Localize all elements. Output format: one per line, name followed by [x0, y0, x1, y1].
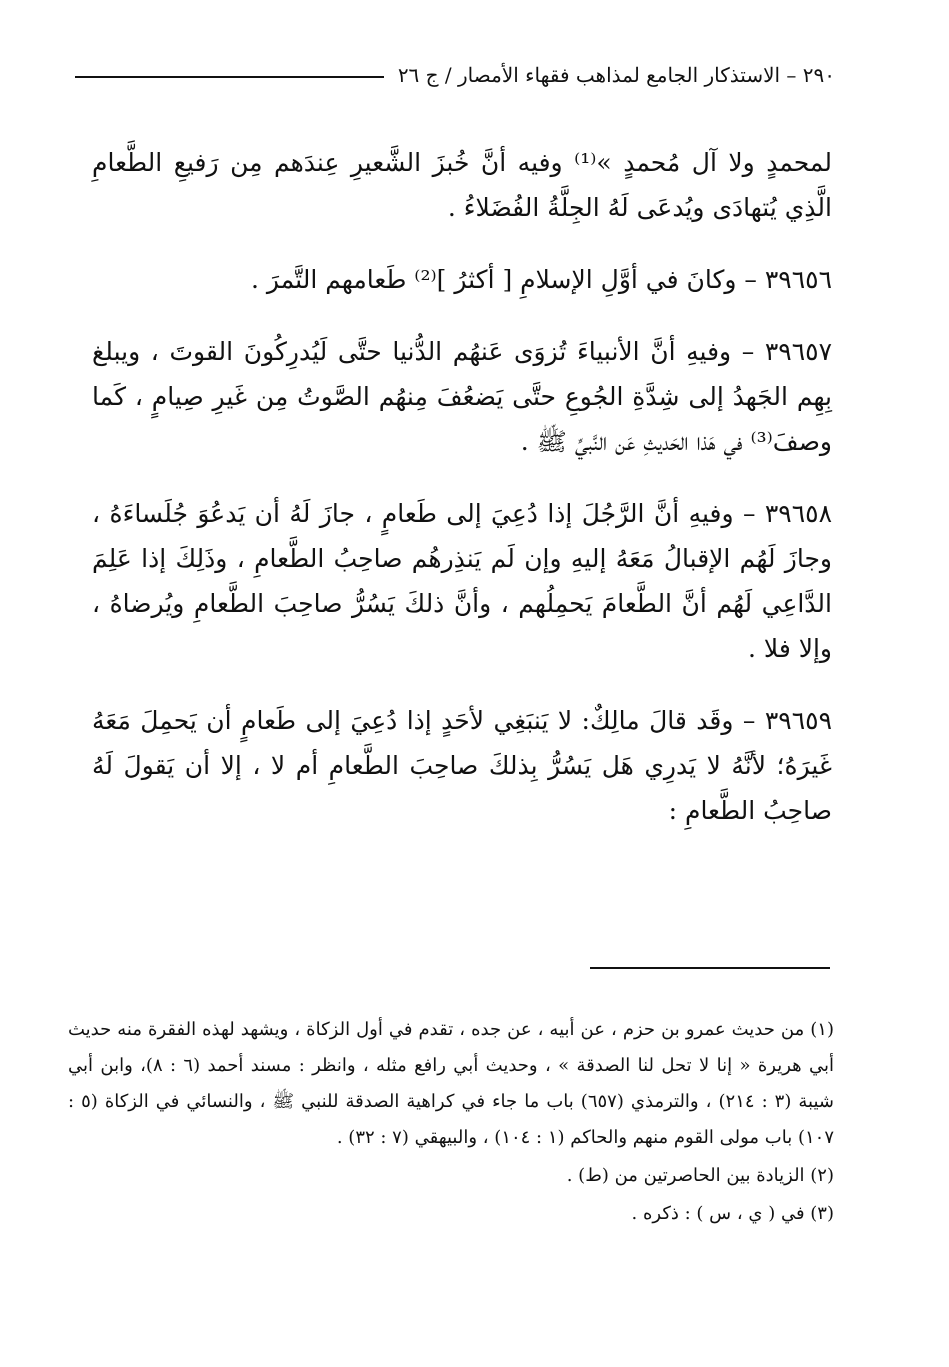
- running-header: [75, 58, 835, 92]
- footnotes: [68, 1012, 834, 1234]
- footnote-separator: [590, 967, 830, 969]
- main-text: [92, 140, 832, 833]
- paragraph-39656: ٣٩٦٥٦ – وكانَ في أوَّلِ الإسلامِ [ أكثرُ ]⁽²⁾ طَعامهم التَّمرَ .: [251, 265, 832, 294]
- header-rule: [75, 76, 384, 78]
- footnote-2: (٢) الزيادة بين الحاصرتين من (ط) .: [566, 1165, 834, 1186]
- footnote-3: (٣) في ( ي ، س ) : ذكره .: [631, 1203, 834, 1224]
- paragraph-continuation: لمحمدٍ ولا آل مُحمدٍ »⁽¹⁾ وفيه أنَّ خُبزَ الشَّعيرِ عِندَهم مِن رَفيعِ الطَّعامِ الَّذِي يُتهادَى ويُدعَى لَهُ الجِلَّةُ الفُضَلاءُ .: [92, 148, 832, 222]
- paragraph-39657: ٣٩٦٥٧ – وفيهِ أنَّ الأنبياءَ تُزوَى عَنهُم الدُّنيا حتَّى لَيُدرِكُونَ القوتَ ، ويبلغ بِهِم الجَهدُ إلى شِدَّةِ الجُوعِ حتَّى يَضعُفَ مِنهُم الصَّوتُ مِن غَيرِ صِيامٍ ، كَما وصفَ⁽³⁾ في هَذا الحَديثِ عَن النَّبيِّ ﷺ .: [92, 337, 832, 456]
- running-title: ٢٩٠ – الاستذكار الجامع لمذاهب فقهاء الأمصار / ج ٢٦: [397, 63, 835, 87]
- paragraph-39658: ٣٩٦٥٨ – وفيهِ أنَّ الرَّجُلَ إذا دُعِيَ إلى طَعامٍ ، جازَ لَهُ أن يَدعُوَ جُلَساءَهُ ، وجازَ لَهُم الإقبالُ مَعَهُ إليهِ وإن لَم يَنذِرهُم صاحِبُ الطَّعامِ ، وذَلِكَ إذا عَلِمَ الدَّاعِي لَهُم أنَّ الطَّعامَ يَحمِلُهم ، وأنَّ ذلكَ يَسُرُّ صاحِبَ الطَّعامِ ويُرضاهُ ، وإلا فلا .: [92, 499, 832, 663]
- footnote-1: (١) من حديث عمرو بن حزم ، عن أبيه ، عن جده ، تقدم في أول الزكاة ، ويشهد لهذه الفقرة منه حديث أبي هريرة « إنا لا تحل لنا الصدقة » ، وحديث أبي رافع مثله ، وانظر : مسند أحمد (٦ : ٨)، وابن أبي شيبة (٣ : ٢١٤) ، والترمذي (٦٥٧) باب ما جاء في كراهية الصدقة للنبي ﷺ ، والنسائي في الزكاة (٥ : ١٠٧) باب مولى القوم منهم والحاكم (١ : ١٠٤) ، والبيهقي (٧ : ٣٢) .: [68, 1019, 834, 1148]
- paragraph-39659: ٣٩٦٥٩ – وقَد قالَ مالِكٌ: لا يَنبَغِي لأحَدٍ إذا دُعِيَ إلى طَعامٍ أن يَحمِلَ مَعَهُ غَيرَهُ؛ لأنَّهُ لا يَدرِي هَل يَسُرُّ بِذلكَ صاحِبَ الطَّعامِ أم لا ، إلا أن يَقولَ لَهُ صاحِبُ الطَّعامِ :: [92, 706, 832, 825]
